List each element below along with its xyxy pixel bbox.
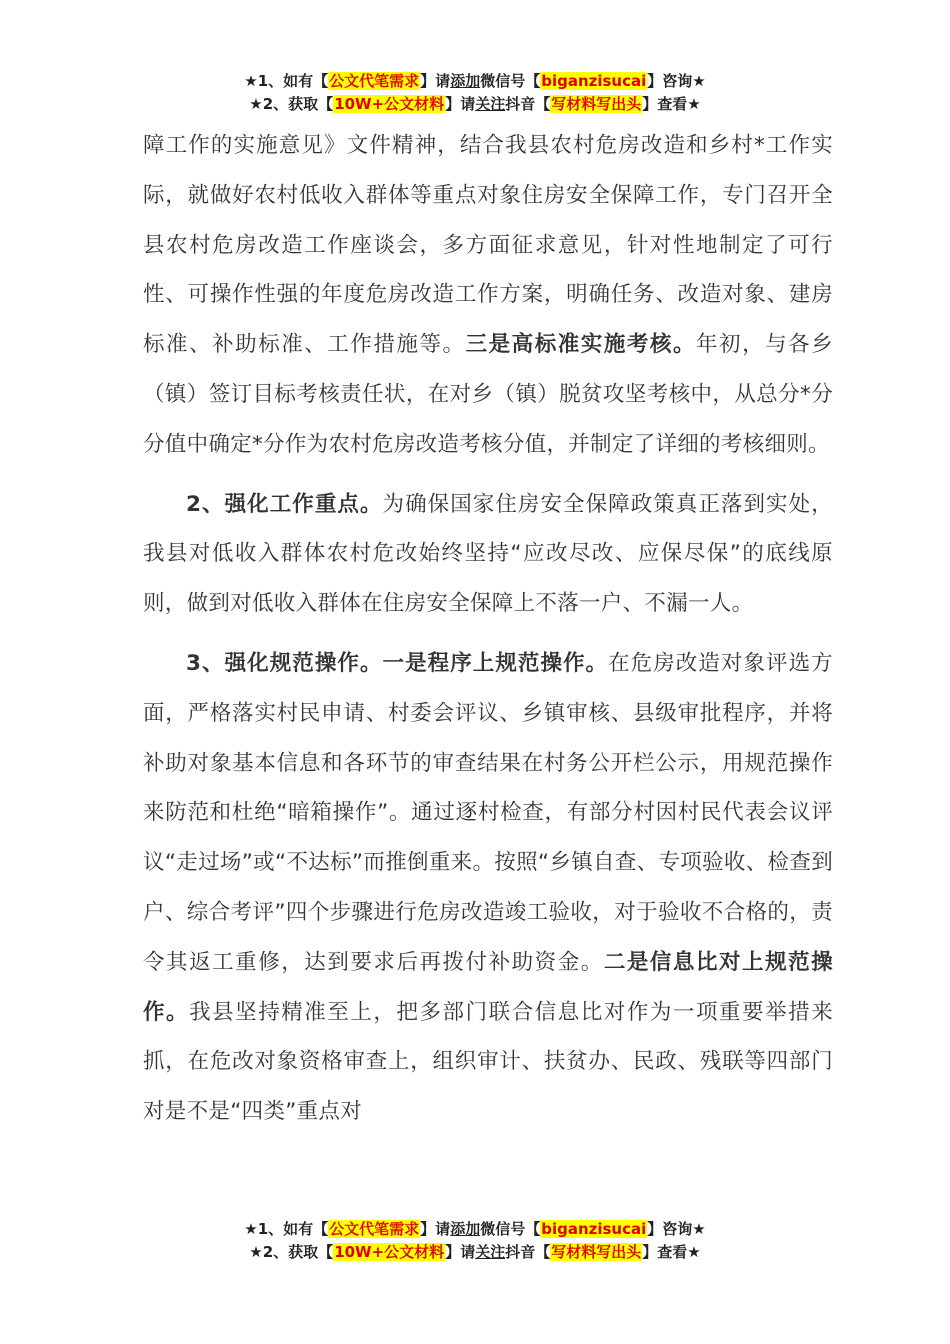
banner-highlight: biganzisucai [541, 1220, 647, 1238]
paragraph-text: 年初，与各乡（镇）签订目标考核责任状，在对乡（镇）脱贫攻坚考核中，从总分*分分值中确定*分作为农村危房改造考核分值，并制定了详细的考核细则。 [143, 332, 833, 457]
banner-highlight: 公文代笔需求 [329, 1220, 420, 1238]
paragraph-bold-lead: 二是信息比对上规范操作。 [143, 949, 833, 1025]
banner-text: 抖音【 [505, 1243, 551, 1261]
paragraph-text: 为确保国家住房安全保障政策真正落到实处，我县对低收入群体农村危改始终坚持“应改尽改、应保尽保”的底线原则，做到对低收入群体在住房安全保障上不落一户、不漏一人。 [143, 491, 833, 617]
paragraph-bold-lead: 三是高标准实施考核。 [465, 332, 696, 358]
banner-text: 抖音【 [505, 95, 551, 113]
banner-text: 】查看★ [642, 95, 701, 113]
banner-text: 】咨询★ [647, 1220, 706, 1238]
banner-text: 】查看★ [642, 1243, 701, 1261]
banner-text: ★1、如有【 [244, 1220, 329, 1238]
banner-highlight: biganzisucai [541, 72, 647, 90]
banner-underline: 添加 [450, 1220, 481, 1238]
paragraph-text: 障工作的实施意见》文件精神，结合我县农村危房改造和乡村*工作实际，就做好农村低收入群体等重点对象住房安全保障工作，专门召开全县农村危房改造工作座谈会，多方面征求意见，针对性地制定了可行性、可操作性强的年度危房改造工作方案，明确任务、改造对象、建房标准、补助标准、工作措施等。 [143, 133, 833, 358]
banner-text: 微信号【 [480, 72, 541, 90]
paragraph-3 [143, 639, 833, 1137]
paragraph-bold-lead: 3、强化规范操作。一是程序上规范操作。 [186, 650, 609, 676]
banner-underline: 添加 [450, 72, 481, 90]
paragraph-text: 我县坚持精准至上，把多部门联合信息比对作为一项重要举措来抓，在危改对象资格审查上，组织审计、扶贫办、民政、残联等四部门对是不是“四类”重点对 [143, 999, 833, 1125]
banner-text: 】咨询★ [647, 72, 706, 90]
document-body [143, 121, 833, 1137]
header-banner [0, 70, 950, 116]
banner-text: 】请 [445, 95, 476, 113]
banner-text: 微信号【 [480, 1220, 541, 1238]
banner-underline: 关注 [475, 95, 506, 113]
paragraph-1 [143, 121, 833, 470]
footer-banner-line-1 [0, 1218, 950, 1241]
header-banner-line-1 [0, 70, 950, 93]
banner-text: ★2、获取【 [249, 1243, 334, 1261]
paragraph-2 [143, 480, 833, 629]
banner-text: ★2、获取【 [249, 95, 334, 113]
banner-highlight: 10W+公文材料 [334, 95, 445, 113]
banner-highlight: 公文代笔需求 [329, 72, 420, 90]
banner-underline: 关注 [475, 1243, 506, 1261]
header-banner-line-2 [0, 93, 950, 116]
banner-text: 】请 [420, 1220, 451, 1238]
banner-highlight: 10W+公文材料 [334, 1243, 445, 1261]
paragraph-text: 在危房改造对象评选方面，严格落实村民申请、村委会评议、乡镇审核、县级审批程序，并将补助对象基本信息和各环节的审查结果在村务公开栏公示，用规范操作来防范和杜绝“暗箱操作”。通过逐村检查，有部分村因村民代表会议评议“走过场”或“不达标”而推倒重来。按照“乡镇自查、专项验收、检查到户、综合考评”四个步骤进行危房改造竣工验收，对于验收不合格的，责令其返工重修，达到要求后再拨付补助资金。 [143, 650, 833, 975]
banner-highlight: 写材料写出头 [551, 95, 642, 113]
footer-banner-line-2 [0, 1241, 950, 1264]
banner-highlight: 写材料写出头 [551, 1243, 642, 1261]
paragraph-bold-lead: 2、强化工作重点。 [186, 491, 383, 517]
banner-text: ★1、如有【 [244, 72, 329, 90]
footer-banner [0, 1218, 950, 1264]
banner-text: 】请 [420, 72, 451, 90]
banner-text: 】请 [445, 1243, 476, 1261]
